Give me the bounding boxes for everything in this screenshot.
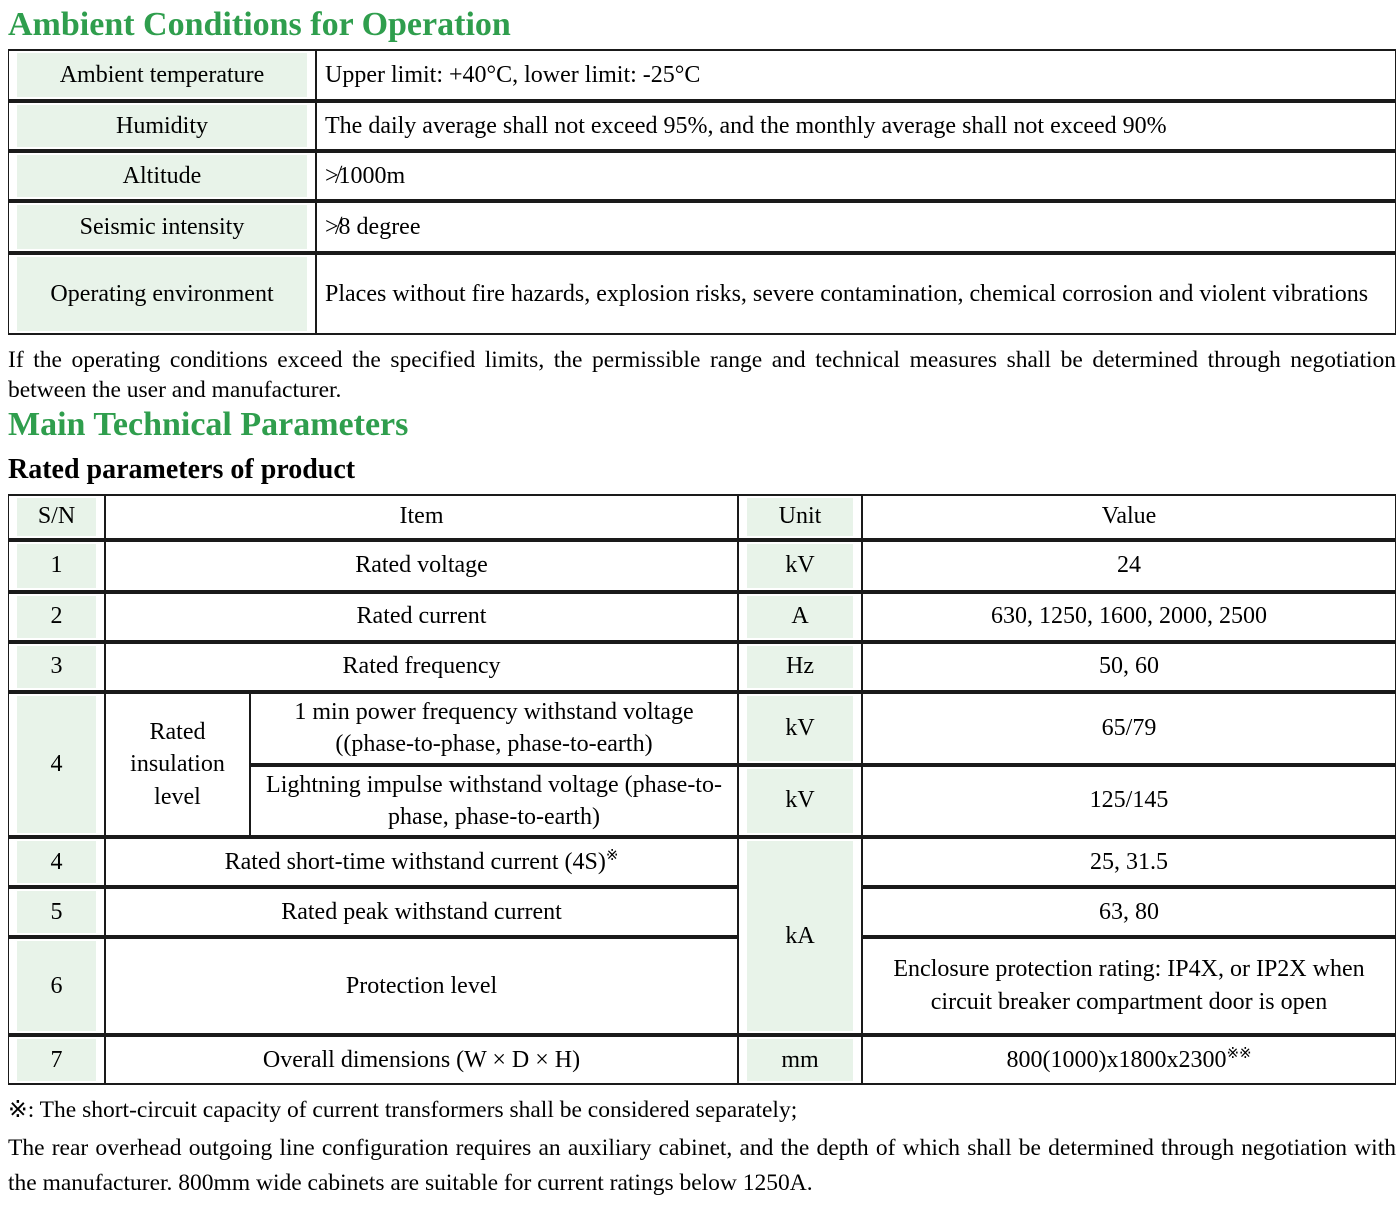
unit-cell: Hz	[738, 642, 862, 692]
subsection-heading-rated-parameters: Rated parameters of product	[8, 453, 356, 485]
table-row	[8, 1035, 1396, 1085]
condition-label-cell: Altitude	[8, 151, 316, 201]
sn-cell: 2	[8, 592, 105, 642]
table-row	[8, 692, 1396, 765]
sn-cell: 6	[8, 937, 105, 1035]
condition-value-cell: Places without fire hazards, explosion risks, severe contamination, chemical corrosion and violent vibrations	[316, 253, 1396, 335]
rated-parameters-table	[8, 494, 1396, 1086]
item-cell	[105, 837, 738, 887]
item-cell: Rated current	[105, 592, 738, 642]
sn-cell: 1	[8, 540, 105, 592]
value-header-cell: Value	[862, 494, 1396, 540]
item-subcell: Lightning impulse withstand voltage (phase-to-phase, phase-to-earth)	[250, 765, 738, 838]
condition-label-cell: Seismic intensity	[8, 201, 316, 253]
condition-value-cell: The daily average shall not exceed 95%, and the monthly average shall not exceed 90%	[316, 101, 1396, 151]
section-heading-main-technical-parameters: Main Technical Parameters	[8, 405, 409, 443]
table-header-row	[8, 494, 1396, 540]
footnote-short-circuit: ※: The short-circuit capacity of current transformers shall be considered separately;	[8, 1097, 798, 1124]
table-row	[8, 253, 1396, 335]
datasheet-page	[8, 6, 1396, 1201]
table-row	[8, 937, 1396, 1035]
item-cell: Rated peak withstand current	[105, 887, 738, 937]
unit-cell: kV	[738, 540, 862, 592]
item-header-cell: Item	[105, 494, 738, 540]
condition-value-cell: ≯8 degree	[316, 201, 1396, 253]
sn-cell: 7	[8, 1035, 105, 1085]
item-cell: Rated frequency	[105, 642, 738, 692]
table-row	[8, 201, 1396, 253]
item-text: Rated short-time withstand current (4S)	[224, 848, 606, 875]
item-cell: Overall dimensions (W × D × H)	[105, 1035, 738, 1085]
value-cell	[862, 1035, 1396, 1085]
value-cell: 65/79	[862, 692, 1396, 765]
value-cell: 24	[862, 540, 1396, 592]
unit-cell: kV	[738, 692, 862, 765]
table-row	[8, 540, 1396, 592]
item-cell: Protection level	[105, 937, 738, 1035]
sn-cell: 4	[8, 692, 105, 838]
table-row	[8, 101, 1396, 151]
section-heading-ambient-conditions: Ambient Conditions for Operation	[8, 6, 511, 43]
ambient-conditions-table	[8, 49, 1396, 335]
sn-header-cell: S/N	[8, 494, 105, 540]
footnote-marker: ※※	[1226, 1045, 1252, 1062]
footnote-marker: ※	[605, 847, 619, 864]
table-row	[8, 49, 1396, 101]
value-text: 800(1000)x1800x2300	[1006, 1046, 1227, 1073]
condition-value-cell: ≯1000m	[316, 151, 1396, 201]
unit-cell: kV	[738, 765, 862, 838]
value-cell: 50, 60	[862, 642, 1396, 692]
item-group-cell: Rated insulation level	[105, 692, 250, 838]
item-cell: Rated voltage	[105, 540, 738, 592]
value-cell: Enclosure protection rating: IP4X, or IP2X when circuit breaker compartment door is open	[862, 937, 1396, 1035]
condition-label-cell: Operating environment	[8, 253, 316, 335]
condition-label-cell: Ambient temperature	[8, 49, 316, 101]
footnote-cabinet: The rear overhead outgoing line configuration requires an auxiliary cabinet, and the depth of which shall be determined through negotiation with the manufacturer. 800mm wide cabinets are suitable for current ratings below 1250A.	[8, 1134, 1396, 1196]
sn-cell: 5	[8, 887, 105, 937]
sn-cell: 3	[8, 642, 105, 692]
unit-cell: mm	[738, 1035, 862, 1085]
unit-cell: A	[738, 592, 862, 642]
value-cell: 63, 80	[862, 887, 1396, 937]
unit-header-cell: Unit	[738, 494, 862, 540]
table-row	[8, 592, 1396, 642]
operating-limits-note: If the operating conditions exceed the specified limits, the permissible range and technical measures shall be determined through negotiation between the user and manufacturer.	[8, 347, 1396, 404]
table-row	[8, 642, 1396, 692]
sn-cell: 4	[8, 837, 105, 887]
table-row	[8, 887, 1396, 937]
value-cell: 630, 1250, 1600, 2000, 2500	[862, 592, 1396, 642]
condition-label-cell: Humidity	[8, 101, 316, 151]
value-cell: 25, 31.5	[862, 837, 1396, 887]
item-subcell: 1 min power frequency withstand voltage ((phase-to-phase, phase-to-earth)	[250, 692, 738, 765]
table-row	[8, 837, 1396, 887]
footnotes-block	[8, 1093, 1396, 1201]
unit-cell: kA	[738, 837, 862, 1035]
value-cell: 125/145	[862, 765, 1396, 838]
table-row	[8, 151, 1396, 201]
condition-value-cell: Upper limit: +40°C, lower limit: -25°C	[316, 49, 1396, 101]
